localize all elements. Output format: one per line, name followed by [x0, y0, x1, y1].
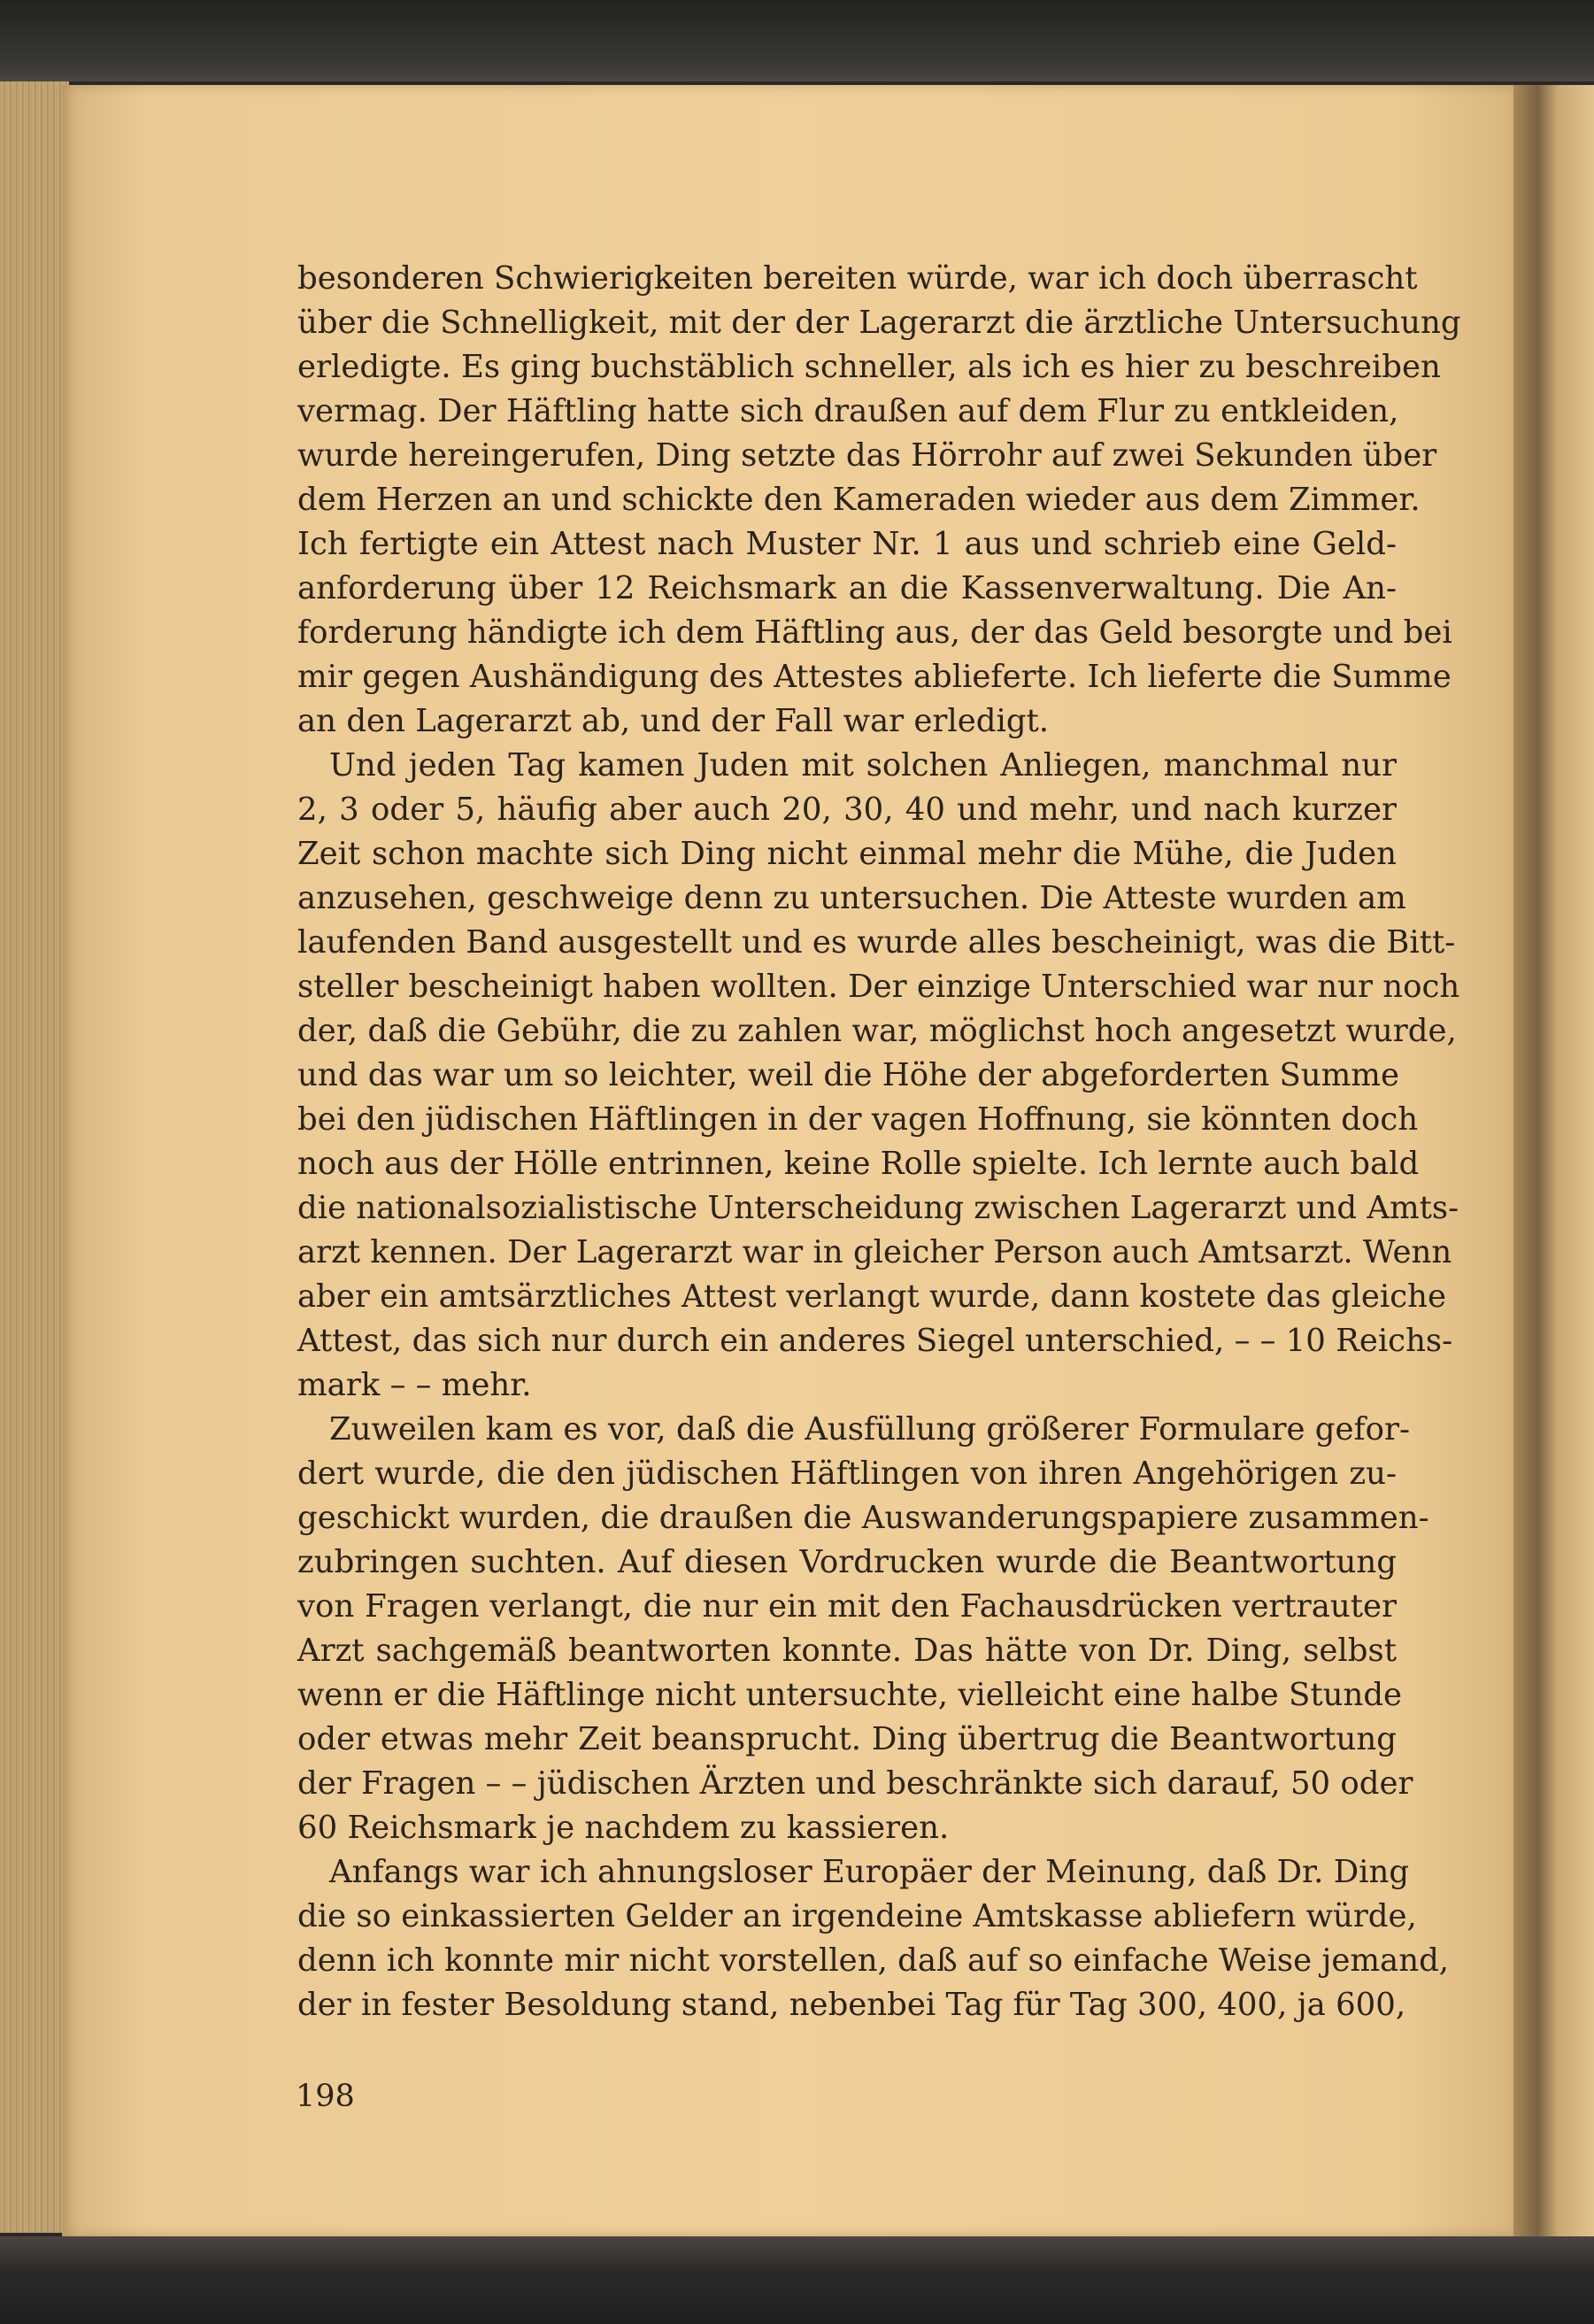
text-line: geschickt wurden, die draußen die Auswanderungspapiere zusammen-	[297, 1500, 1429, 1536]
text-line: wenn er die Häftlinge nicht untersuchte, vielleicht eine halbe Stunde	[297, 1677, 1403, 1713]
text-line: vermag. Der Häftling hatte sich draußen auf dem Flur zu entkleiden,	[297, 393, 1399, 429]
text-line: noch aus der Hölle entrinnen, keine Rolle spielte. Ich lernte auch bald	[297, 1146, 1420, 1182]
text-line: und das war um so leichter, weil die Höhe der abgeforderten Summe	[297, 1057, 1399, 1093]
text-line: Attest, das sich nur durch ein anderes Siegel unterschied, – – 10 Reichs-	[297, 1323, 1453, 1359]
text-line: an den Lagerarzt ab, und der Fall war erledigt.	[297, 703, 1050, 739]
text-line: von Fragen verlangt, die nur ein mit den Fachausdrücken vertrauter	[297, 1588, 1397, 1625]
text-line: oder etwas mehr Zeit beansprucht. Ding übertrug die Beantwortung	[297, 1721, 1397, 1757]
scan-top-edge	[0, 0, 1594, 81]
book-gutter	[1513, 85, 1594, 2236]
text-line: der in fester Besoldung stand, nebenbei Tag für Tag 300, 400, ja 600,	[297, 1987, 1406, 2023]
text-line: die nationalsozialistische Unterscheidung zwischen Lagerarzt und Amts-	[297, 1190, 1459, 1226]
text-line: Zeit schon machte sich Ding nicht einmal mehr die Mühe, die Juden	[297, 836, 1397, 872]
text-line: mark – – mehr.	[297, 1367, 532, 1403]
paragraph	[297, 1850, 1450, 2027]
paragraph	[297, 1408, 1429, 1850]
text-line: dert wurde, die den jüdischen Häftlingen von ihren Angehörigen zu-	[297, 1455, 1397, 1492]
text-line: bei den jüdischen Häftlingen in der vagen Hoffnung, sie könnten doch	[297, 1101, 1419, 1138]
text-line: der Fragen – – jüdischen Ärzten und beschränkte sich darauf, 50 oder	[297, 1765, 1413, 1802]
text-line: 60 Reichsmark je nachdem zu kassieren.	[297, 1810, 950, 1846]
text-line: die so einkassierten Gelder an irgendeine Amtskasse abliefern würde,	[297, 1898, 1417, 1934]
text-line: Anfangs war ich ahnungsloser Europäer der Meinung, daß Dr. Ding	[329, 1854, 1410, 1890]
paragraph	[297, 744, 1460, 1408]
page-stack-edge	[0, 81, 69, 2233]
text-line: Und jeden Tag kamen Juden mit solchen Anliegen, manchmal nur	[329, 747, 1397, 784]
text-line: wurde hereingerufen, Ding setzte das Hörrohr auf zwei Sekunden über	[297, 437, 1437, 474]
text-line: steller bescheinigt haben wollten. Der einzige Unterschied war nur noch	[297, 969, 1460, 1005]
text-line: 2, 3 oder 5, häufig aber auch 20, 30, 40 und mehr, und nach kurzer	[297, 791, 1397, 828]
text-line: anforderung über 12 Reichsmark an die Kassenverwaltung. Die An-	[297, 570, 1397, 606]
text-line: Ich fertigte ein Attest nach Muster Nr. 1 aus und schrieb eine Geld-	[297, 526, 1397, 562]
text-line: arzt kennen. Der Lagerarzt war in gleicher Person auch Amtsarzt. Wenn	[297, 1234, 1452, 1270]
text-line: laufenden Band ausgestellt und es wurde alles bescheinigt, was die Bitt-	[297, 924, 1456, 961]
paragraph	[297, 257, 1461, 744]
text-line: aber ein amtsärztliches Attest verlangt wurde, dann kostete das gleiche	[297, 1278, 1447, 1315]
text-line: dem Herzen an und schickte den Kameraden wieder aus dem Zimmer.	[297, 482, 1421, 518]
text-line: besonderen Schwierigkeiten bereiten würde, war ich doch überrascht	[297, 260, 1418, 297]
text-line: Zuweilen kam es vor, daß die Ausfüllung größerer Formulare gefor-	[329, 1411, 1410, 1448]
text-line: forderung händigte ich dem Häftling aus, der das Geld besorgte und bei	[297, 614, 1452, 651]
text-line: zubringen suchten. Auf diesen Vordrucken wurde die Beantwortung	[297, 1544, 1397, 1580]
text-line: mir gegen Aushändigung des Attestes ablieferte. Ich lieferte die Summe	[297, 659, 1452, 695]
text-line: anzusehen, geschweige denn zu untersuchen. Die Atteste wurden am	[297, 880, 1406, 916]
scan-bottom-edge	[0, 2236, 1594, 2324]
text-line: der, daß die Gebühr, die zu zahlen war, möglichst hoch angesetzt wurde,	[297, 1013, 1457, 1049]
text-line: über die Schnelligkeit, mit der der Lagerarzt die ärztliche Untersuchung	[297, 305, 1461, 341]
body-text	[297, 257, 1461, 2027]
text-line: denn ich konnte mir nicht vorstellen, daß auf so einfache Weise jemand,	[297, 1942, 1450, 1979]
text-line: Arzt sachgemäß beantworten konnte. Das hätte von Dr. Ding, selbst	[297, 1633, 1397, 1669]
page-number: 198	[296, 2079, 355, 2114]
text-line: erledigte. Es ging buchstäblich schneller, als ich es hier zu beschreiben	[297, 349, 1441, 385]
